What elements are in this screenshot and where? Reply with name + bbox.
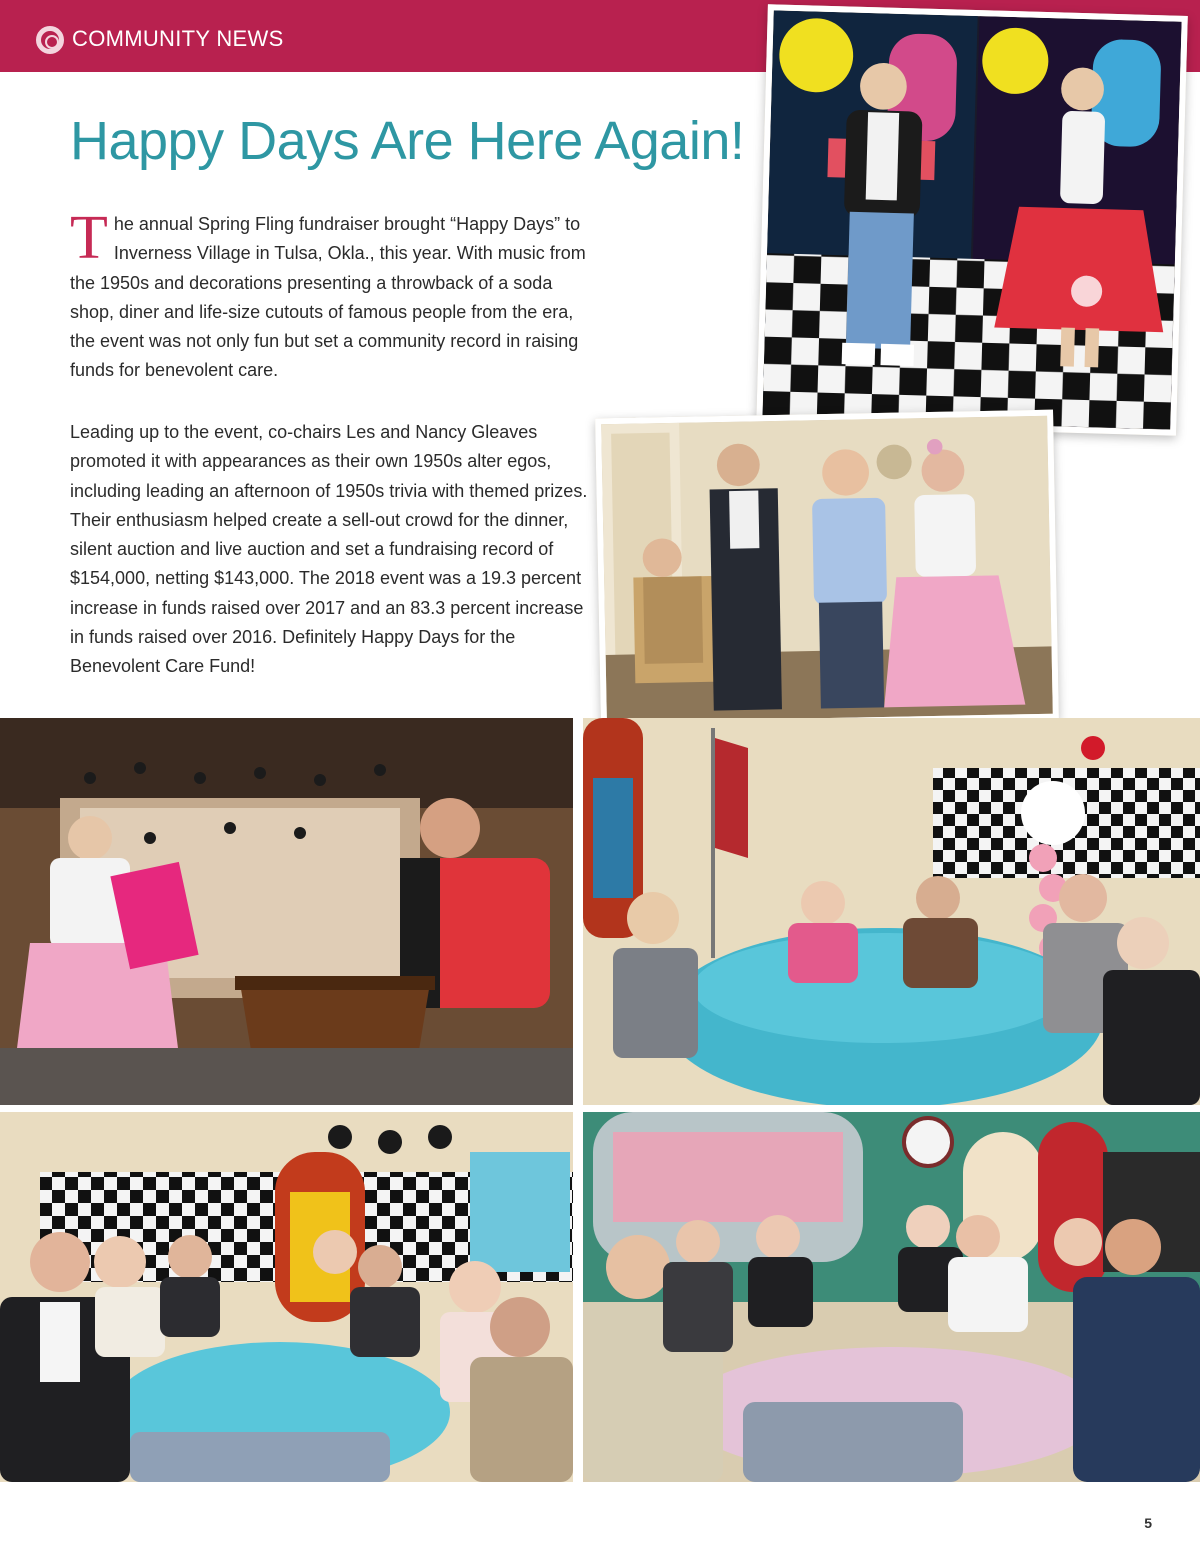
article-paragraph-1 bbox=[70, 204, 590, 386]
paragraph-1-text: he annual Spring Fling fundraiser brought “Happy Days” to Inverness Village in Tulsa, Okla., this year. With music from the 1950s and decorations presenting a throwback of a soda shop, diner and life-size cutouts of famous people from the era, the event was not only fun but set a community record in raising funds for benevolent care. bbox=[70, 214, 586, 381]
photo-auctioneer-podium bbox=[0, 718, 573, 1105]
photo-table-diner-mural bbox=[583, 1112, 1200, 1482]
photo-table-jukebox bbox=[583, 718, 1200, 1105]
drop-cap: T bbox=[70, 204, 108, 272]
section-label: COMMUNITY NEWS bbox=[72, 26, 284, 51]
page-number: 5 bbox=[1144, 1515, 1152, 1531]
photo-costume-cutouts bbox=[756, 4, 1188, 436]
photo-guests-with-cutout bbox=[595, 410, 1059, 729]
circle-logo-icon bbox=[36, 26, 64, 54]
article-paragraph-2: Leading up to the event, co-chairs Les and Nancy Gleaves promoted it with appearances as their own 1950s alter egos, including leading an afternoon of 1950s trivia with themed prizes. Their enthusiasm helped create a sell-out crowd for the dinner, silent auction and live auction and set a fundraising record of $154,000, netting $143,000. The 2018 event was a 19.3 percent increase in funds raised over 2017 and an 83.3 percent increase in funds raised over 2016. Definitely Happy Days for the Benevolent Care Fund! bbox=[70, 422, 588, 677]
photo-table-checkered-wall bbox=[0, 1112, 573, 1482]
article-title: Happy Days Are Here Again! bbox=[70, 111, 745, 171]
